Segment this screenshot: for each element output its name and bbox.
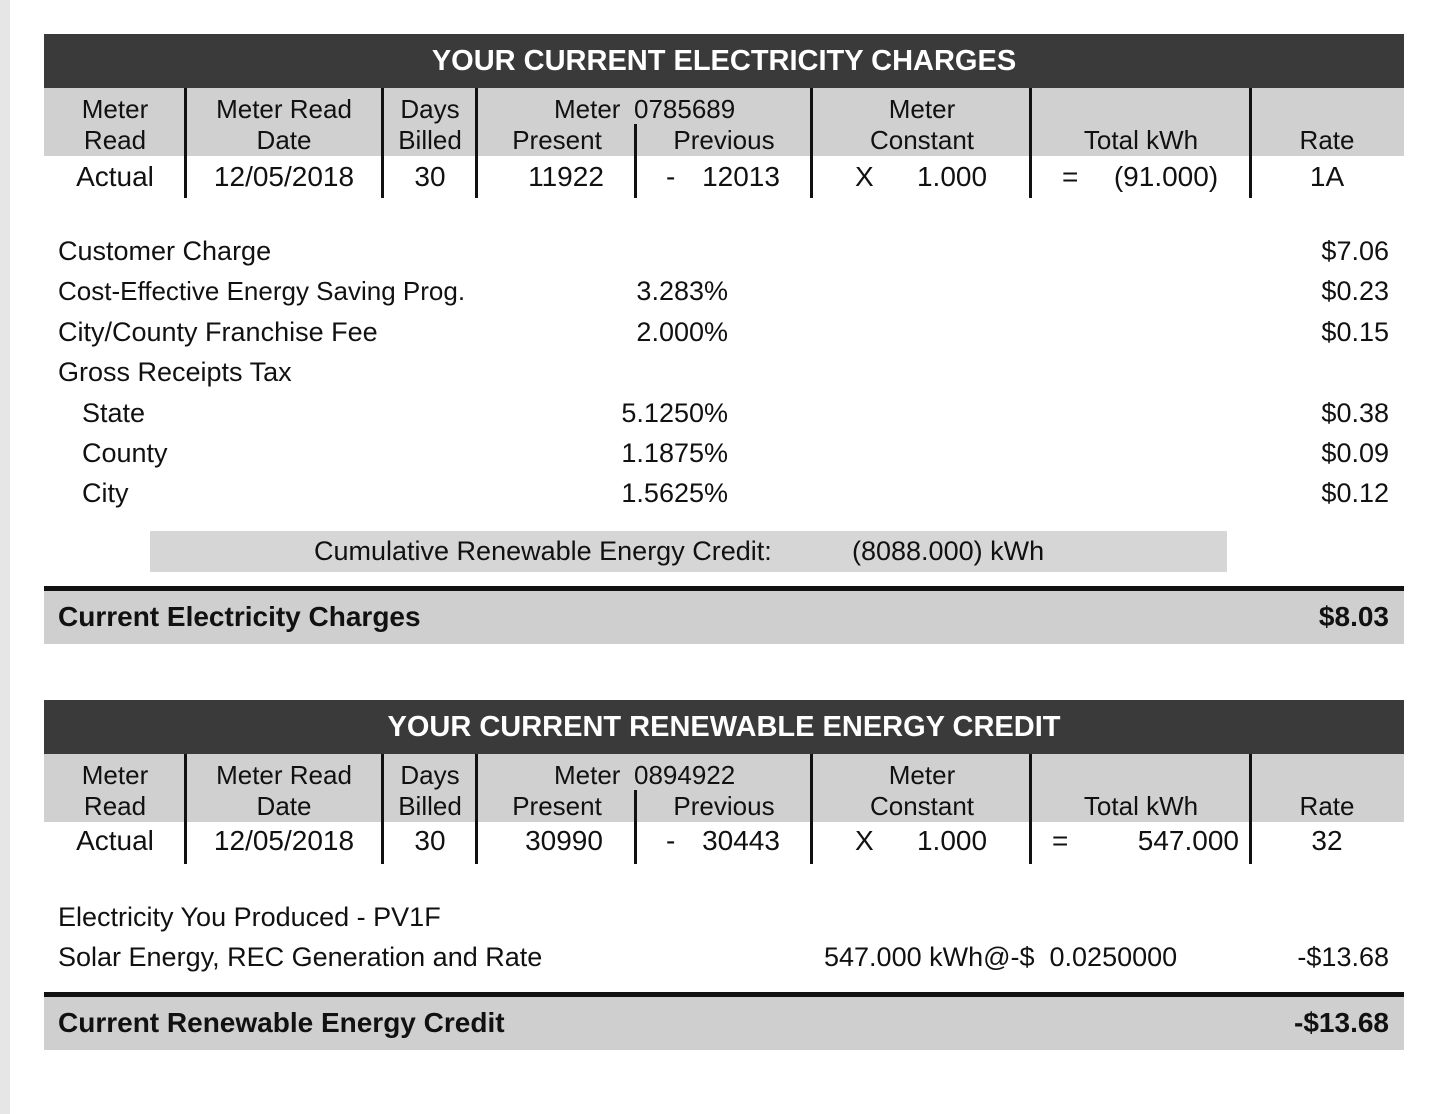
row-times: X bbox=[855, 825, 874, 856]
header-days-line2: Billed bbox=[398, 125, 462, 155]
header-meter-read-line2: Read bbox=[83, 791, 147, 821]
header-meter-read-line2: Read bbox=[83, 125, 147, 155]
header-read-date-line1: Meter Read bbox=[216, 760, 352, 790]
column-divider bbox=[184, 88, 187, 198]
charge-label: County bbox=[82, 438, 168, 468]
electricity-total-label: Current Electricity Charges bbox=[58, 601, 421, 632]
row-total-kwh: 547.000 bbox=[1137, 825, 1239, 856]
column-divider bbox=[1029, 754, 1032, 864]
charge-label: State bbox=[82, 398, 146, 428]
header-read-date-line2: Date bbox=[256, 125, 312, 155]
column-divider bbox=[1029, 88, 1032, 198]
renewable-total-amount: -$13.68 bbox=[1294, 1007, 1389, 1038]
header-rate: Rate bbox=[1299, 125, 1355, 155]
electricity-total-amount: $8.03 bbox=[1318, 601, 1389, 632]
electricity-total-bar bbox=[44, 591, 1404, 644]
row-days: 30 bbox=[414, 161, 446, 192]
column-divider bbox=[475, 88, 478, 198]
header-meter-number: 0785689 bbox=[634, 94, 736, 124]
charge-amount: $0.23 bbox=[1321, 276, 1389, 306]
renewable-meter-table bbox=[44, 754, 1404, 864]
row-constant: 1.000 bbox=[916, 161, 988, 192]
row-equals: = bbox=[1062, 161, 1079, 192]
cumulative-credit-value: (8088.000) kWh bbox=[852, 536, 1045, 566]
solar-label: Solar Energy, REC Generation and Rate bbox=[58, 942, 543, 972]
column-divider bbox=[1249, 754, 1252, 864]
charge-amount: $0.12 bbox=[1321, 478, 1389, 508]
header-present: Present bbox=[512, 125, 602, 155]
charge-label: Gross Receipts Tax bbox=[58, 357, 292, 387]
charge-amount: $7.06 bbox=[1321, 236, 1389, 266]
column-divider bbox=[634, 124, 637, 198]
charge-label: City bbox=[82, 478, 129, 508]
header-read-date-line2: Date bbox=[256, 791, 312, 821]
charge-percent: 3.283% bbox=[636, 276, 728, 306]
charge-amount: $0.38 bbox=[1321, 398, 1389, 428]
charge-percent: 1.1875% bbox=[621, 438, 728, 468]
electricity-meter-table bbox=[44, 88, 1404, 198]
header-days-line2: Billed bbox=[398, 791, 462, 821]
electricity-section-title: YOUR CURRENT ELECTRICITY CHARGES bbox=[44, 34, 1404, 88]
produced-line bbox=[44, 898, 1404, 938]
charge-percent: 2.000% bbox=[636, 317, 728, 347]
row-read-date: 12/05/2018 bbox=[213, 825, 355, 856]
header-total-kwh: Total kWh bbox=[1083, 125, 1199, 155]
row-rate: 32 bbox=[1311, 825, 1343, 856]
column-divider bbox=[1249, 88, 1252, 198]
header-meter-number: 0894922 bbox=[634, 760, 736, 790]
column-divider bbox=[184, 754, 187, 864]
row-present: 30990 bbox=[525, 825, 603, 856]
cumulative-credit-label: Cumulative Renewable Energy Credit: bbox=[314, 536, 772, 566]
row-previous: 30443 bbox=[702, 825, 780, 856]
header-read-date-line1: Meter Read bbox=[216, 94, 352, 124]
row-equals: = bbox=[1052, 825, 1069, 856]
charge-line bbox=[44, 272, 1404, 312]
header-constant-line2: Constant bbox=[869, 791, 975, 821]
charge-percent: 1.5625% bbox=[621, 478, 728, 508]
header-constant-line1: Meter bbox=[888, 94, 956, 124]
charge-line bbox=[44, 353, 1404, 393]
header-constant-line2: Constant bbox=[869, 125, 975, 155]
row-present: 11922 bbox=[528, 161, 604, 192]
charge-line bbox=[44, 232, 1404, 272]
produced-label: Electricity You Produced - PV1F bbox=[58, 902, 441, 932]
header-meter-read-line1: Meter bbox=[81, 760, 149, 790]
row-minus: - bbox=[666, 161, 676, 192]
header-previous: Previous bbox=[673, 125, 775, 155]
renewable-section-title: YOUR CURRENT RENEWABLE ENERGY CREDIT bbox=[44, 700, 1404, 754]
solar-line bbox=[44, 938, 1404, 978]
column-divider bbox=[381, 754, 384, 864]
column-divider bbox=[810, 754, 813, 864]
column-divider bbox=[475, 754, 478, 864]
solar-rate-detail: 547.000 kWh@-$ 0.0250000 bbox=[824, 942, 1178, 972]
charge-label: Cost-Effective Energy Saving Prog. bbox=[58, 276, 466, 306]
column-divider bbox=[810, 88, 813, 198]
row-read-date: 12/05/2018 bbox=[213, 161, 355, 192]
header-days-line1: Days bbox=[400, 94, 460, 124]
row-minus: - bbox=[666, 825, 676, 856]
header-present: Present bbox=[512, 791, 602, 821]
header-previous: Previous bbox=[673, 791, 775, 821]
solar-amount: -$13.68 bbox=[1297, 942, 1389, 972]
page-left-rail bbox=[0, 0, 10, 1114]
row-read-type: Actual bbox=[76, 161, 154, 192]
row-times: X bbox=[855, 161, 874, 192]
header-rate: Rate bbox=[1299, 791, 1355, 821]
charge-percent: 5.1250% bbox=[621, 398, 728, 428]
charge-line bbox=[44, 434, 1404, 474]
header-meter-read-line1: Meter bbox=[81, 94, 149, 124]
row-previous: 12013 bbox=[702, 161, 780, 192]
charge-line bbox=[44, 313, 1404, 353]
charge-label: City/County Franchise Fee bbox=[58, 317, 378, 347]
renewable-total-label: Current Renewable Energy Credit bbox=[58, 1007, 505, 1038]
header-meter-label: Meter bbox=[554, 760, 621, 790]
charge-line bbox=[44, 474, 1404, 514]
cumulative-credit-box bbox=[150, 531, 1227, 572]
row-rate: 1A bbox=[1309, 161, 1345, 192]
header-meter-label: Meter bbox=[554, 94, 621, 124]
column-divider bbox=[634, 790, 637, 864]
charge-label: Customer Charge bbox=[58, 236, 272, 266]
renewable-credit-section bbox=[44, 700, 1404, 1052]
header-days-line1: Days bbox=[400, 760, 460, 790]
row-days: 30 bbox=[414, 825, 446, 856]
row-read-type: Actual bbox=[76, 825, 154, 856]
row-total-kwh: (91.000) bbox=[1113, 161, 1219, 192]
header-constant-line1: Meter bbox=[888, 760, 956, 790]
row-constant: 1.000 bbox=[916, 825, 988, 856]
charge-amount: $0.15 bbox=[1321, 317, 1389, 347]
electricity-charges-section bbox=[44, 34, 1404, 646]
header-total-kwh: Total kWh bbox=[1083, 791, 1199, 821]
column-divider bbox=[381, 88, 384, 198]
renewable-total-bar bbox=[44, 997, 1404, 1050]
charge-amount: $0.09 bbox=[1321, 438, 1389, 468]
charge-line bbox=[44, 394, 1404, 434]
